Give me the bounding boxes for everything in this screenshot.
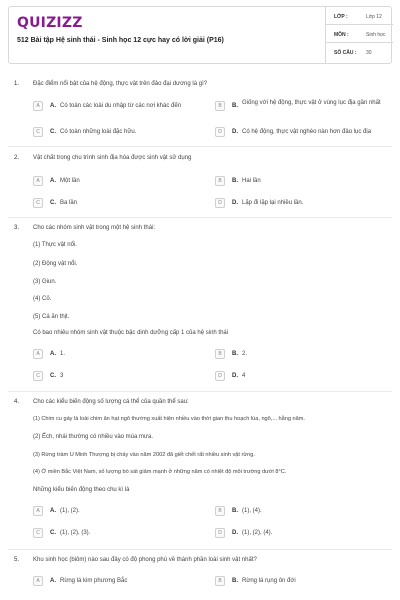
answer-option-b[interactable] (215, 175, 390, 189)
option-letter: B. (232, 578, 238, 584)
option-badge: A (33, 101, 43, 111)
meta-value: 30 (366, 50, 372, 56)
option-badge: C (33, 528, 43, 538)
question-text: Vật chất trong chu trình sinh địa hóa được sinh vật sử dụng (33, 155, 192, 161)
option-text: Rừng lá rụng ôn đới (242, 578, 296, 584)
option-letter: B. (232, 103, 238, 109)
option-letter: C. (50, 530, 56, 536)
option-text: Ba lần (60, 200, 78, 206)
question-detail-line: (2) Động vật nổi. (33, 261, 78, 267)
question-divider (8, 217, 392, 218)
answer-option-b[interactable] (215, 100, 390, 114)
option-letter: C. (50, 129, 56, 135)
question-detail-line: (4) Cỏ. (33, 296, 52, 302)
option-badge: B (215, 101, 225, 111)
option-text: (1), (2), (4). (242, 530, 273, 536)
option-letter: D. (232, 530, 238, 536)
option-letter: B. (232, 351, 238, 357)
meta-row-class (326, 7, 393, 25)
meta-panel (325, 7, 392, 63)
question-text: Cho các kiểu biến động số lượng cá thể của quần thể sau: (33, 399, 189, 405)
option-badge: D (215, 198, 225, 208)
question-number: 3. (14, 225, 20, 231)
option-text: Hai lần (242, 178, 261, 184)
option-badge: A (33, 176, 43, 186)
question-detail-line: (2) Ếch, nhái thường có nhiều vào mùa mưa. (33, 434, 154, 440)
option-badge: D (215, 371, 225, 381)
question-text: Cho các nhóm sinh vật trong một hệ sinh thái: (33, 225, 156, 231)
meta-row-count (326, 43, 393, 61)
option-badge: B (215, 506, 225, 516)
answer-option-d[interactable] (215, 126, 390, 140)
meta-key: MÔN : (334, 32, 349, 38)
meta-key: SỐ CÂU : (334, 50, 357, 56)
meta-row-subject (326, 25, 393, 43)
meta-key: LỚP : (334, 14, 348, 20)
option-text: 2. (242, 351, 248, 357)
question-number: 1. (14, 81, 20, 87)
question-divider (8, 146, 392, 147)
answer-option-a[interactable] (33, 100, 203, 114)
option-text: Có hệ động, thực vật nghèo nàn hơn đảo lục địa (242, 129, 372, 135)
option-letter: B. (232, 178, 238, 184)
option-badge: D (215, 127, 225, 137)
question-detail-line: (5) Cá ăn thịt. (33, 314, 70, 320)
answer-option-b[interactable] (215, 505, 390, 519)
option-letter: A. (50, 508, 56, 514)
worksheet-header (8, 6, 392, 64)
answer-option-a[interactable] (33, 575, 203, 589)
option-letter: B. (232, 508, 238, 514)
option-letter: D. (232, 200, 238, 206)
answer-option-c[interactable] (33, 126, 203, 140)
answer-option-a[interactable] (33, 505, 203, 519)
option-letter: C. (50, 200, 56, 206)
option-text: Lặp đi lặp lại nhiều lần. (242, 200, 304, 206)
meta-value: Sinh học (366, 32, 386, 38)
option-text: (1), (2), (3). (60, 530, 91, 536)
answer-option-c[interactable] (33, 370, 203, 384)
question-detail-line: Có bao nhiêu nhóm sinh vật thuộc bậc dinh dưỡng cấp 1 của hệ sinh thái (33, 330, 229, 336)
question-number: 4. (14, 399, 20, 405)
option-text: 3 (60, 373, 64, 379)
question-detail-line: Những kiểu biến động theo chu kì là (33, 487, 130, 493)
answer-option-b[interactable] (215, 575, 390, 589)
option-text: (1), (2). (60, 508, 80, 514)
answer-option-d[interactable] (215, 370, 390, 384)
answer-option-b[interactable] (215, 348, 390, 362)
option-badge: A (33, 506, 43, 516)
option-text: Rừng lá kim phương Bắc (60, 578, 128, 584)
quizizz-logo: QUIZIZZ (17, 15, 83, 31)
answer-option-d[interactable] (215, 197, 390, 211)
answer-option-c[interactable] (33, 197, 203, 211)
question-number: 2. (14, 155, 20, 161)
option-badge: C (33, 371, 43, 381)
option-text: 4 (242, 373, 246, 379)
option-letter: A. (50, 578, 56, 584)
option-badge: A (33, 349, 43, 359)
option-letter: D. (232, 129, 238, 135)
question-detail-line: (1) Thực vật nổi. (33, 242, 77, 248)
option-badge: A (33, 576, 43, 586)
option-text: Có toàn những loài đặc hữu. (60, 129, 137, 135)
option-text: (1), (4). (242, 508, 262, 514)
question-text: Đặc điểm nổi bật của hệ động, thực vật trên đảo đại dương là gì? (33, 81, 208, 87)
option-badge: B (215, 349, 225, 359)
answer-option-a[interactable] (33, 348, 203, 362)
question-divider (8, 391, 392, 392)
answer-option-c[interactable] (33, 527, 203, 541)
option-letter: A. (50, 351, 56, 357)
question-divider (8, 549, 392, 550)
option-text: 1. (60, 351, 66, 357)
option-badge: B (215, 176, 225, 186)
option-letter: A. (50, 103, 56, 109)
answer-option-d[interactable] (215, 527, 390, 541)
question-detail-line: (1) Chim cu gáy là loài chim ăn hạt ngô thường xuất hiện nhiều vào thời gian thu hoạch lúa, ngô,... hằng năm. (33, 416, 305, 422)
answer-option-a[interactable] (33, 175, 203, 189)
option-badge: D (215, 528, 225, 538)
question-detail-line: (3) Rừng tràm U Minh Thượng bị cháy vào năm 2002 đã giết chết rất nhiều sinh vật rừng. (33, 452, 255, 458)
worksheet-title: 512 Bài tập Hệ sinh thái - Sinh học 12 cực hay có lời giải (P16) (17, 37, 224, 44)
option-letter: C. (50, 373, 56, 379)
option-letter: A. (50, 178, 56, 184)
option-text: Có toàn các loài du nhập từ các nơi khác đến (60, 103, 182, 109)
option-text: Một lần (60, 178, 80, 184)
option-badge: C (33, 198, 43, 208)
meta-value: Lớp 12 (366, 14, 382, 20)
option-text: Giống với hệ động, thực vật ở vùng lục địa gần nhất (242, 100, 381, 106)
question-detail-line: (3) Giun. (33, 279, 57, 285)
question-detail-line: (4) Ở miền Bắc Việt Nam, số lượng bò sát giảm mạnh ở những năm có nhiệt độ môi trường dưới 8°C. (33, 469, 287, 475)
option-letter: D. (232, 373, 238, 379)
question-number: 5. (14, 557, 20, 563)
option-badge: B (215, 576, 225, 586)
option-badge: C (33, 127, 43, 137)
question-text: Khu sinh học (biôm) nào sau đây có độ phong phú về thành phần loài sinh vật nhất? (33, 557, 257, 563)
